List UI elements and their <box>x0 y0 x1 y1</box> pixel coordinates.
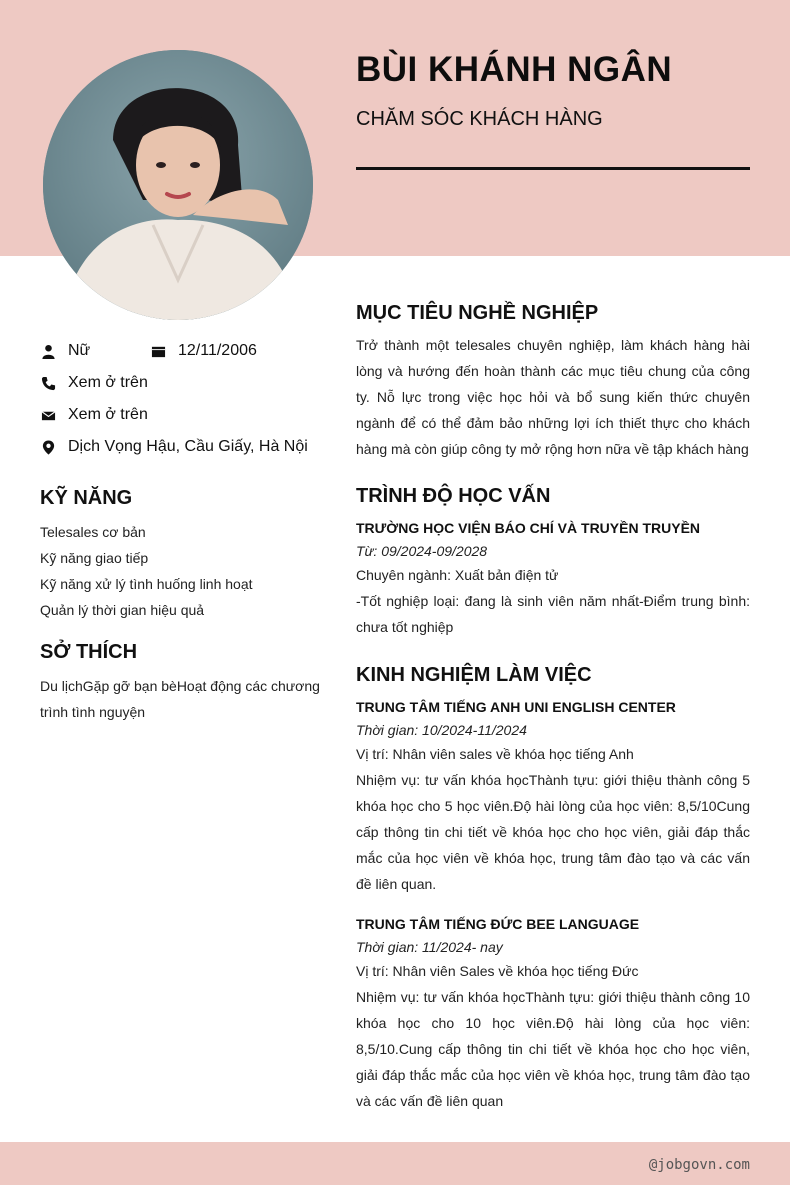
education-block <box>356 518 750 640</box>
skills-heading: KỸ NĂNG <box>40 487 133 509</box>
mail-icon <box>40 407 56 423</box>
hobbies-text: Du lịchGặp gỡ bạn bèHoạt động các chương trình tình nguyện <box>40 678 320 720</box>
job-entry <box>356 697 750 897</box>
phone-value: Xem ở trên <box>68 374 148 391</box>
education-heading: TRÌNH ĐỘ HỌC VẤN <box>356 485 551 507</box>
education-major: Chuyên ngành: Xuất bản điện tử <box>356 567 559 583</box>
gender-value: Nữ <box>68 342 91 359</box>
skill-item: Telesales cơ bản <box>40 524 146 540</box>
education-detail: -Tốt nghiệp loại: đang là sinh viên năm nhất-Điểm trung bình: chưa tốt nghiệp <box>356 593 750 635</box>
job-position: Vị trí: Nhân viên sales về khóa học tiếng Anh <box>356 746 634 762</box>
company-name: TRUNG TÂM TIẾNG ĐỨC BEE LANGUAGE <box>356 916 640 932</box>
title-divider <box>356 167 750 170</box>
birthday-row <box>150 342 257 360</box>
job-duties: Nhiệm vụ: tư vấn khóa họcThành tựu: giới thiệu thành công 5 khóa học cho 5 học viên.Độ hài lòng của học viên: 8,5/10Cung cấp thông tin chi tiết về khóa học cho học viên, giải đáp thắc mắc của học viên về khóa học, trung tâm đào tạo và các vấn đề liên quan. <box>356 772 750 892</box>
school-name: TRƯỜNG HỌC VIỆN BÁO CHÍ VÀ TRUYỀN TRUYỀN <box>356 520 701 536</box>
skill-item: Kỹ năng xử lý tình huống linh hoạt <box>40 576 253 592</box>
phone-icon <box>40 375 56 391</box>
email-value: Xem ở trên <box>68 406 148 423</box>
job-entry <box>356 914 750 1114</box>
watermark: @jobgovn.com <box>648 1157 750 1173</box>
skill-item: Quản lý thời gian hiệu quả <box>40 602 205 618</box>
address-row <box>40 438 308 456</box>
job-period: Thời gian: 11/2024- nay <box>356 939 503 955</box>
job-period: Thời gian: 10/2024-11/2024 <box>356 722 527 738</box>
hobbies-heading: SỞ THÍCH <box>40 641 138 663</box>
experience-heading: KINH NGHIỆM LÀM VIỆC <box>356 664 592 686</box>
job-position: Vị trí: Nhân viên Sales về khóa học tiếng Đức <box>356 963 639 979</box>
candidate-name: BÙI KHÁNH NGÂN <box>356 50 673 89</box>
objective-heading: MỤC TIÊU NGHỀ NGHIỆP <box>356 302 599 324</box>
skills-list <box>40 519 253 623</box>
gender-row <box>40 342 90 360</box>
address-value: Dịch Vọng Hậu, Cầu Giấy, Hà Nội <box>68 438 308 455</box>
profile-photo <box>43 50 313 320</box>
job-duties: Nhiệm vụ: tư vấn khóa họcThành tựu: giới thiệu thành công 10 khóa học cho 10 học viên.Độ hài lòng của học viên: 8,5/10.Cung cấp thông tin chi tiết về khóa học cho học viên, giải đáp thắc mắc của học viên về khóa học, trung tâm đào tạo và các vấn đề liên quan <box>356 989 750 1109</box>
calendar-icon <box>150 343 166 359</box>
skill-item: Kỹ năng giao tiếp <box>40 550 149 566</box>
birthday-value: 12/11/2006 <box>178 342 257 359</box>
education-period: Từ: 09/2024-09/2028 <box>356 543 488 559</box>
user-icon <box>40 343 56 359</box>
email-row <box>40 406 148 424</box>
company-name: TRUNG TÂM TIẾNG ANH UNI ENGLISH CENTER <box>356 699 676 715</box>
job-title: CHĂM SÓC KHÁCH HÀNG <box>356 108 603 130</box>
phone-row <box>40 374 148 392</box>
objective-text: Trở thành một telesales chuyên nghiệp, làm khách hàng hài lòng và hướng đến hoàn thành các mục tiêu chung của công ty. Nỗ lực trong việc học hỏi và bổ sung kiến thức chuyên ngành để có thể đảm bảo những lợi ích thiết thực cho khách hàng mà còn giúp công ty mở rộng hơn nữa về tập khách hàng <box>356 337 750 457</box>
location-icon <box>40 439 56 455</box>
